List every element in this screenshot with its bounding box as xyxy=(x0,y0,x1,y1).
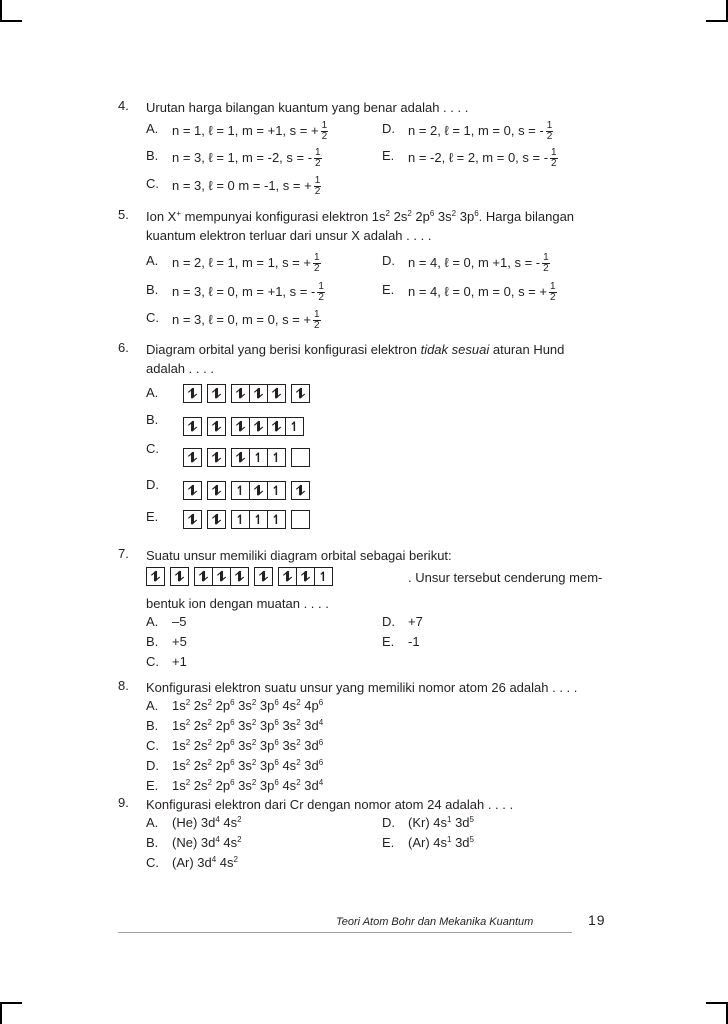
orbital-box: ⥮ xyxy=(207,448,226,467)
orbital-box: ⥮ xyxy=(183,448,202,467)
orbital-box: ⥮ xyxy=(231,417,250,436)
question-text: Urutan harga bilangan kuantum yang benar adalah . . . . xyxy=(146,100,469,115)
question-number: 7. xyxy=(118,546,129,561)
orbital-diagram xyxy=(183,510,309,529)
orbital-box: ↿ xyxy=(314,567,333,586)
fraction: $\frac{1}{2}$ xyxy=(313,252,320,274)
orbital-box: ⥮ xyxy=(249,417,268,436)
orbital-box: ↿ xyxy=(231,510,250,529)
question-text-cont: . Unsur tersebut cenderung mem- xyxy=(408,570,603,585)
option-value: n = 3, ℓ = 1, m = -2, s = - xyxy=(172,149,313,165)
question-number: 4. xyxy=(118,98,129,113)
question-6 xyxy=(118,340,618,530)
fraction: $\frac{1}{2}$ xyxy=(313,309,320,331)
orbital-box: ↿ xyxy=(267,448,286,467)
question-number: 8. xyxy=(118,678,129,693)
question-8: 8. Konfigurasi elektron suatu unsur yang memiliki nomor atom 26 adalah . . . . A. $1s^2$ $2s^2$ $2p^6$ $3s^2$ $3p^6$ $4s^2$ $4p^6$ B. $1s^2$ $2s^2$ $2p^6$ $3s^2$ $3p^6$ $3s^2$ $3d^4$ C. $1s^2$ $2s^2$ $2p^6$ $3s^2$ $3p^6$ $3s^2$ $3d^6$ D. $1s^2$ $2s^2$ $2p^6$ $3s^2$ $3p^6$ $4s^2$ $3d^6$ E. $1s^2$ $2s^2$ $2p^6$ $3s^2$ $3p^6$ $4s^2$ $3d^4$ xyxy=(118,678,618,788)
orbital-diagram xyxy=(183,417,303,436)
option-value: n = 2, ℓ = 1, m = 0, s = - xyxy=(408,122,544,138)
orbital-box xyxy=(291,510,310,529)
fraction: $\frac{1}{2}$ xyxy=(551,147,557,169)
orbital-box: ⥮ xyxy=(267,417,286,436)
running-footer-title: Teori Atom Bohr dan Mekanika Kuantum xyxy=(336,916,534,928)
orbital-box: ⥮ xyxy=(267,384,286,403)
orbital-box: ⥮ xyxy=(231,448,250,467)
orbital-box: ⥮ xyxy=(183,384,202,403)
orbital-box: ⥮ xyxy=(207,417,226,436)
orbital-box: ↿ xyxy=(249,448,268,467)
option-value: n = -2, ℓ = 2, m = 0, s = - xyxy=(408,149,549,165)
orbital-box: ⥮ xyxy=(194,567,213,586)
fraction: $\frac{1}{2}$ xyxy=(321,120,328,142)
crop-mark xyxy=(706,1002,728,1004)
fraction: $\frac{1}{2}$ xyxy=(318,281,324,303)
orbital-box: ⥮ xyxy=(291,481,310,500)
option-b[interactable]: B. ⥮ ⥮ ⥮ ⥮ ⥮ ↿ xyxy=(146,412,616,432)
fraction: $\frac{1}{2}$ xyxy=(315,147,321,169)
orbital-box: ⥮ xyxy=(212,567,231,586)
question-9: 9. Konfigurasi elektron dari Cr dengan nomor atom 24 adalah . . . . A. (He) $3d^4$ $4s^2$ D. (Kr) $4s^1$ $3d^5$ B. (Ne) $3d^4$ $4s^2$ E. (Ar) $4s^1$ $3d^5$ C. (Ar) $3d^4$ $4s^2$ xyxy=(118,795,618,870)
option-d[interactable]: D. ⥮ ⥮ ↿ ⥮ ↿ ⥮ xyxy=(146,477,616,497)
crop-mark xyxy=(0,20,22,22)
question-text: Ion X+ mempunyai konfigurasi elektron $1s^2$ $2s^2$ $2p^6$ $3s^2$ $3p^6$. Harga bilangan kuantum elektron terluar dari unsur X adalah . . . . xyxy=(146,209,575,243)
option-value: n = 3, ℓ = 0, m = 0, s = + xyxy=(172,311,311,327)
orbital-box: ⥮ xyxy=(183,481,202,500)
orbital-box: ↿ xyxy=(267,510,286,529)
fraction: $\frac{1}{2}$ xyxy=(543,252,549,274)
crop-mark xyxy=(0,1002,22,1004)
footer-rule xyxy=(118,932,618,933)
orbital-box: ⥮ xyxy=(207,510,226,529)
orbital-box: ⥮ xyxy=(231,384,250,403)
question-number: 6. xyxy=(118,340,129,355)
orbital-box: ↿ xyxy=(249,510,268,529)
option-value: n = 4, ℓ = 0, m = 0, s = + xyxy=(408,283,547,299)
option-value: n = 1, ℓ = 1, m = +1, s = + xyxy=(172,122,319,138)
question-number: 9. xyxy=(118,795,129,810)
orbital-diagram xyxy=(183,481,309,500)
orbital-box: ⥮ xyxy=(207,481,226,500)
orbital-box: ⥮ xyxy=(170,567,189,586)
orbital-box: ⥮ xyxy=(254,567,273,586)
question-text: Konfigurasi elektron dari Cr dengan nomor atom 24 adalah . . . . xyxy=(146,797,514,812)
orbital-box: ⥮ xyxy=(183,417,202,436)
question-text: Konfigurasi elektron suatu unsur yang memiliki nomor atom 26 adalah . . . . xyxy=(146,680,578,695)
option-value: n = 3, ℓ = 0, m = +1, s = - xyxy=(172,283,316,299)
orbital-box: ⥮ xyxy=(291,384,310,403)
orbital-box: ⥮ xyxy=(278,567,297,586)
option-value: n = 2, ℓ = 1, m = 1, s = + xyxy=(172,254,311,270)
page-number: 19 xyxy=(588,912,606,928)
option-value: n = 4, ℓ = 0, m +1, s = - xyxy=(408,254,541,270)
fraction: $\frac{1}{2}$ xyxy=(314,175,321,197)
orbital-box: ↿ xyxy=(267,481,286,500)
orbital-box: ⥮ xyxy=(207,384,226,403)
option-c[interactable]: C. ⥮ ⥮ ⥮ ↿ ↿ xyxy=(146,441,616,461)
orbital-box: ⥮ xyxy=(296,567,315,586)
fraction: $\frac{1}{2}$ xyxy=(546,120,553,142)
orbital-diagram xyxy=(183,448,309,467)
orbital-box: ↿ xyxy=(231,481,250,500)
orbital-box: ⥮ xyxy=(183,510,202,529)
crop-mark xyxy=(706,20,728,22)
question-text: Suatu unsur memiliki diagram orbital sebagai berikut: xyxy=(146,548,452,563)
orbital-box: ⥮ xyxy=(230,567,249,586)
option-a[interactable]: A. ⥮ ⥮ ⥮ ⥮ ⥮ ⥮ xyxy=(146,385,616,405)
crop-mark xyxy=(0,1002,2,1024)
orbital-diagram xyxy=(146,567,332,586)
orbital-diagram xyxy=(183,384,309,403)
question-5: 5. Ion X+ mempunyai konfigurasi elektron $1s^2$ $2s^2$ $2p^6$ $3s^2$ $3p^6$. Harga bilangan kuantum elektron terluar dari unsur X adalah . . . . A. n = 2, ℓ = 1, m = 1, s = + $\frac{1}{2}$ D. n = 4, ℓ = 0, m +1, s = - $\frac{1}{2}$ B. n = 3, ℓ = 0, m = +1, s = - $\frac{1}{2}$ E. n = 4, ℓ = 0, m = 0, s = + $\frac{1}{2}$ C. n = 3, ℓ = 0, m = 0, s = + $\frac{1}{2}$ xyxy=(118,207,618,332)
question-4: 4. Urutan harga bilangan kuantum yang benar adalah . . . . A. n = 1, ℓ = 1, m = +1, s = + $\frac{1}{2}$ D. n = 2, ℓ = 1, m = 0, s = - $\frac{1}{2}$ B. n = 3, ℓ = 1, m = -2, s = - $\frac{1}{2}$ E. n = -2, ℓ = 2, m = 0, s = - $\frac{1}{2}$ C. n = 3, ℓ = 0 m = -1, s = + $\frac{1}{2}$ xyxy=(118,98,618,198)
orbital-box: ⥮ xyxy=(249,384,268,403)
option-e[interactable]: E. ⥮ ⥮ ↿ ↿ ↿ xyxy=(146,509,616,529)
fraction: $\frac{1}{2}$ xyxy=(549,281,556,303)
question-text: Diagram orbital yang berisi konfigurasi elektron tidak sesuai aturan Hund adalah . . . . xyxy=(146,342,565,376)
question-text-line: bentuk ion dengan muatan . . . . xyxy=(146,596,329,611)
option-value: n = 3, ℓ = 0 m = -1, s = + xyxy=(172,177,312,193)
question-number: 5. xyxy=(118,207,129,222)
orbital-box: ↿ xyxy=(285,417,304,436)
orbital-box: ⥮ xyxy=(249,481,268,500)
crop-mark xyxy=(0,0,2,22)
orbital-box xyxy=(291,448,310,467)
orbital-box: ⥮ xyxy=(146,567,165,586)
question-7: 7. Suatu unsur memiliki diagram orbital sebagai berikut: ⥮ ⥮ ⥮ ⥮ ⥮ ⥮ ⥮ ⥮ ↿ . Unsur tersebut cenderung mem- bentuk ion dengan muatan . . . . A. –5 D. +7 B. +5 E. -1 C. +1 xyxy=(118,546,618,666)
